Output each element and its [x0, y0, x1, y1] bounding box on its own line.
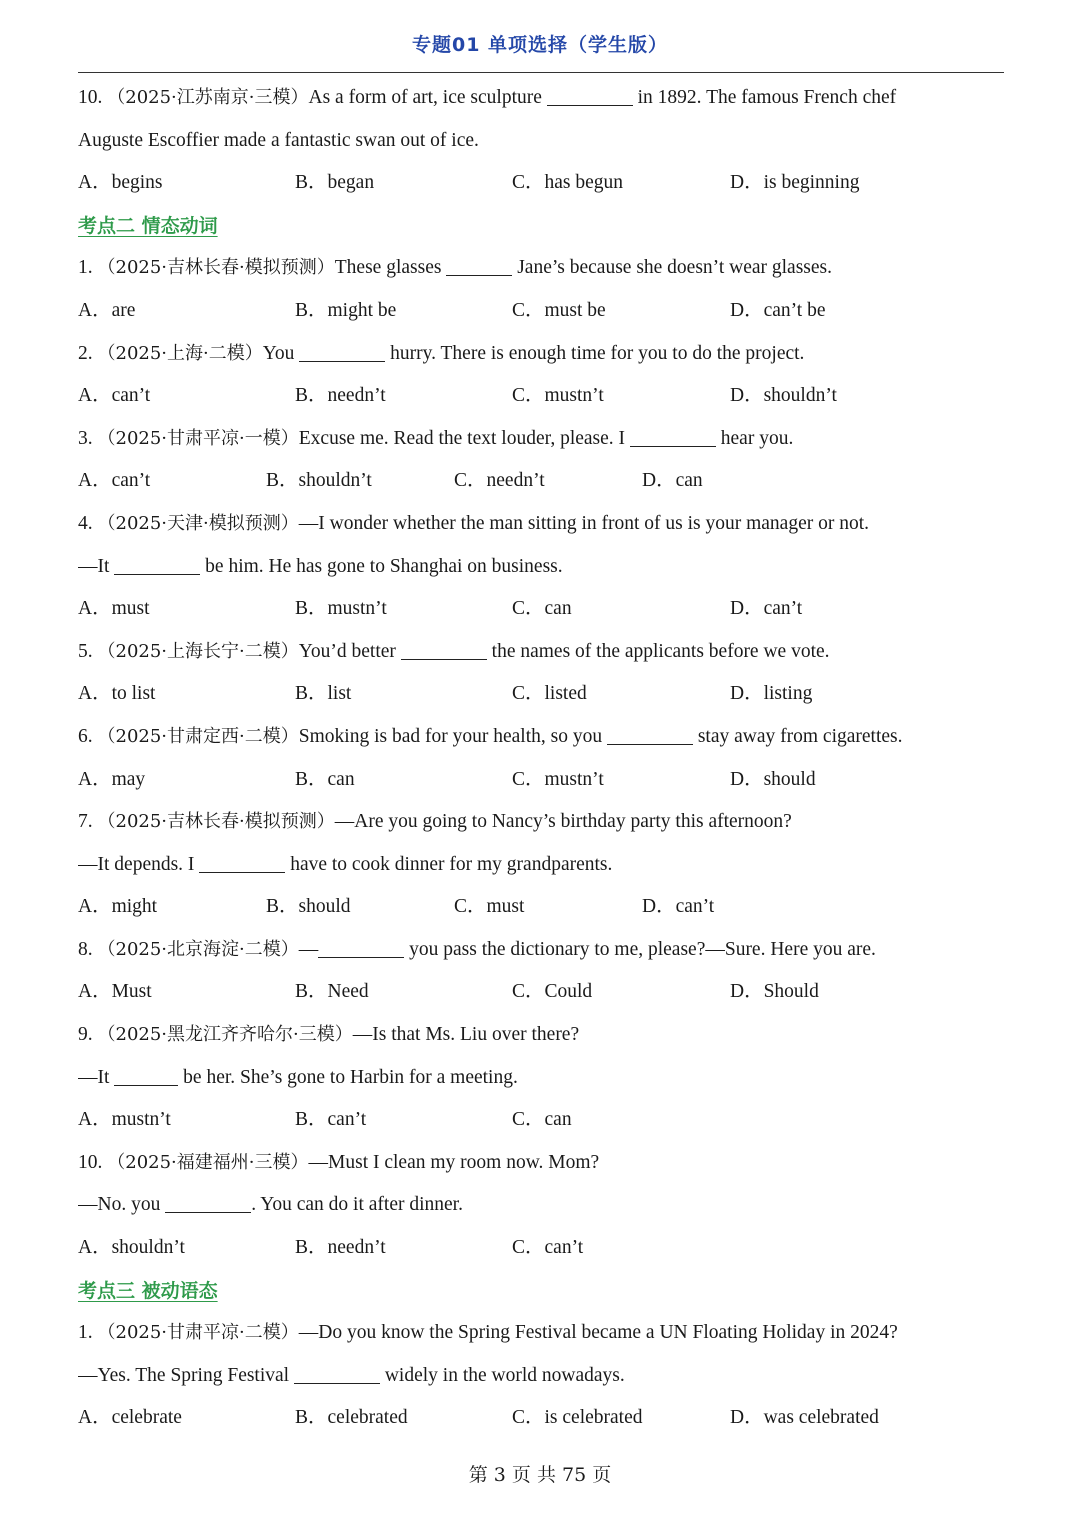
question-number: 3. — [78, 427, 93, 449]
answer-blank — [199, 850, 285, 873]
option-a[interactable]: A．can’t — [78, 385, 151, 407]
options-row — [78, 460, 1008, 503]
question-text: —Do you know the Spring Festival became a UN Floating Holiday in 2024? — [298, 1322, 898, 1344]
page-title: 专题01 单项选择（学生版） — [411, 34, 669, 56]
option-a[interactable]: A．mustn’t — [78, 1109, 171, 1131]
option-c[interactable]: C．must be — [512, 299, 606, 321]
question-7 — [78, 801, 1008, 844]
question-number: 9. — [78, 1024, 93, 1046]
option-c[interactable]: C．is celebrated — [512, 1407, 643, 1429]
options-row — [78, 971, 1008, 1014]
question-text: — — [298, 938, 319, 960]
question-text: You’d better — [298, 640, 401, 662]
option-b[interactable]: B．Need — [295, 981, 369, 1003]
options-row — [78, 1227, 1008, 1270]
question-list — [78, 77, 1008, 1440]
question-number: 5. — [78, 640, 93, 662]
question-6 — [78, 716, 1008, 759]
answer-blank — [294, 1361, 380, 1384]
question-text: —Is that Ms. Liu over there? — [352, 1024, 580, 1046]
question-2 — [78, 333, 1008, 376]
option-b[interactable]: B．celebrated — [295, 1407, 408, 1429]
question-9-line2 — [78, 1057, 1008, 1100]
options-row — [78, 588, 1008, 631]
question-number: 1. — [78, 257, 93, 279]
option-b[interactable]: B．list — [295, 683, 352, 705]
option-c[interactable]: C．must — [454, 896, 525, 918]
question-number: 6. — [78, 725, 93, 747]
question-number: 10. — [78, 87, 103, 108]
answer-blank — [547, 83, 633, 106]
question-4 — [78, 503, 1008, 546]
option-b[interactable]: B．began — [295, 172, 375, 194]
question-passive-1-line2 — [78, 1355, 1008, 1398]
question-text: —It — [78, 555, 115, 577]
question-text: —Yes. The Spring Festival — [78, 1364, 294, 1386]
option-d[interactable]: D．can’t — [642, 896, 715, 918]
answer-blank — [318, 935, 404, 958]
option-a[interactable]: A．begins — [78, 172, 163, 194]
option-a[interactable]: A．are — [78, 299, 136, 321]
question-source: （2025·甘肃平凉·一模） — [97, 427, 299, 449]
option-d[interactable]: D．listing — [730, 683, 813, 705]
option-a[interactable]: A．can’t — [78, 470, 151, 492]
option-d[interactable]: D．should — [730, 768, 816, 790]
page-number-footer: 第 3 页 共 75 页 — [468, 1464, 612, 1486]
question-text: . You can do it after dinner. — [251, 1194, 463, 1216]
question-text: you pass the dictionary to me, please?—Sure. Here you are. — [404, 938, 876, 960]
answer-blank — [401, 637, 487, 660]
option-b[interactable]: B．can’t — [295, 1109, 367, 1131]
question-text: stay away from cigarettes. — [692, 725, 903, 747]
option-d[interactable]: D．can’t be — [730, 299, 826, 321]
option-b[interactable]: B．should — [266, 896, 351, 918]
option-c[interactable]: C．can — [512, 598, 572, 620]
question-passive-1 — [78, 1312, 1008, 1355]
question-10-tense-line2: Auguste Escoffier made a fantastic swan out of ice. — [78, 129, 479, 151]
question-10-modal-line2 — [78, 1184, 1008, 1227]
question-source: （2025·江苏南京·三模） — [107, 87, 309, 108]
option-b[interactable]: B．shouldn’t — [266, 470, 372, 492]
option-d[interactable]: D．Should — [730, 981, 819, 1003]
options-row — [78, 759, 1008, 802]
option-a[interactable]: A．celebrate — [78, 1407, 182, 1429]
options-row — [78, 1099, 1008, 1142]
question-number: 4. — [78, 512, 93, 534]
option-c[interactable]: C．has begun — [512, 172, 624, 194]
option-a[interactable]: A．may — [78, 768, 146, 790]
question-text: You — [262, 342, 300, 364]
answer-blank — [114, 1063, 178, 1086]
options-row — [78, 375, 1008, 418]
question-source: （2025·上海长宁·二模） — [97, 640, 299, 662]
question-3 — [78, 418, 1008, 461]
option-a[interactable]: A．shouldn’t — [78, 1237, 185, 1259]
question-source: （2025·天津·模拟预测） — [97, 512, 299, 534]
option-b[interactable]: B．needn’t — [295, 1237, 386, 1259]
option-d[interactable]: D．can — [642, 470, 703, 492]
option-d[interactable]: D．is beginning — [730, 172, 860, 194]
option-c[interactable]: C．can’t — [512, 1237, 584, 1259]
question-10-modal — [78, 1142, 1008, 1185]
option-d[interactable]: D．can’t — [730, 598, 803, 620]
option-a[interactable]: A．must — [78, 598, 150, 620]
question-1 — [78, 247, 1008, 290]
question-number: 1. — [78, 1322, 93, 1344]
option-c[interactable]: C．mustn’t — [512, 768, 604, 790]
question-5 — [78, 631, 1008, 674]
question-text: Jane’s because she doesn’t wear glasses. — [512, 257, 832, 279]
question-source: （2025·上海·二模） — [97, 342, 263, 364]
options-row — [78, 1397, 1008, 1440]
option-c[interactable]: C．can — [512, 1109, 572, 1131]
option-c[interactable]: C．listed — [512, 683, 587, 705]
question-text: be him. He has gone to Shanghai on business. — [200, 555, 563, 577]
question-text: widely in the world nowadays. — [379, 1364, 625, 1386]
option-a[interactable]: A．to list — [78, 683, 156, 705]
question-number: 8. — [78, 938, 93, 960]
option-c[interactable]: C．needn’t — [454, 470, 545, 492]
answer-blank — [114, 552, 200, 575]
question-text: have to cook dinner for my grandparents. — [285, 853, 613, 875]
question-10-tense — [78, 77, 1008, 120]
option-b[interactable]: B．can — [295, 768, 355, 790]
question-text: —I wonder whether the man sitting in front of us is your manager or not. — [298, 512, 870, 534]
question-source: （2025·福建福州·三模） — [107, 1151, 309, 1173]
question-text: —It depends. I — [78, 853, 200, 875]
options-row — [78, 162, 1008, 205]
question-source: （2025·黑龙江齐齐哈尔·三模） — [97, 1024, 353, 1046]
question-source: （2025·甘肃定西·二模） — [97, 725, 299, 747]
answer-blank — [165, 1190, 251, 1213]
section-heading-modal-verbs: 考点二 情态动词 — [78, 214, 218, 237]
option-b[interactable]: B．might be — [295, 299, 397, 321]
question-text: hurry. There is enough time for you to do the project. — [385, 342, 805, 364]
question-9 — [78, 1014, 1008, 1057]
question-source: （2025·吉林长春·模拟预测） — [97, 811, 335, 833]
option-c[interactable]: C．mustn’t — [512, 385, 604, 407]
question-text: As a form of art, ice sculpture — [308, 87, 547, 108]
options-row — [78, 673, 1008, 716]
option-d[interactable]: D．shouldn’t — [730, 385, 837, 407]
question-text: —Must I clean my room now. Mom? — [308, 1151, 600, 1173]
question-number: 7. — [78, 811, 93, 833]
question-source: （2025·北京海淀·二模） — [97, 938, 299, 960]
question-source: （2025·甘肃平凉·二模） — [97, 1322, 299, 1344]
header-divider — [78, 72, 1004, 73]
question-4-line2 — [78, 546, 1008, 589]
question-text: These glasses — [334, 257, 447, 279]
answer-blank — [299, 339, 385, 362]
question-7-line2 — [78, 844, 1008, 887]
options-row — [78, 886, 1008, 929]
question-text: hear you. — [715, 427, 794, 449]
option-d[interactable]: D．was celebrated — [730, 1407, 879, 1429]
question-number: 2. — [78, 342, 93, 364]
answer-blank — [607, 722, 693, 745]
section-heading-passive-voice: 考点三 被动语态 — [78, 1279, 218, 1302]
question-text: be her. She’s gone to Harbin for a meeting. — [178, 1066, 518, 1088]
question-text: Excuse me. Read the text louder, please. I — [298, 427, 630, 449]
answer-blank — [446, 253, 512, 276]
options-row — [78, 290, 1008, 333]
question-number: 10. — [78, 1151, 103, 1173]
option-c[interactable]: C．Could — [512, 981, 593, 1003]
question-text: —It — [78, 1066, 115, 1088]
answer-blank — [630, 424, 716, 447]
question-text: —No. you — [78, 1194, 166, 1216]
question-text: the names of the applicants before we vote. — [486, 640, 830, 662]
option-b[interactable]: B．mustn’t — [295, 598, 387, 620]
question-8 — [78, 929, 1008, 972]
question-text: in 1892. The famous French chef — [632, 87, 897, 108]
option-a[interactable]: A．Must — [78, 981, 152, 1003]
question-source: （2025·吉林长春·模拟预测） — [97, 257, 335, 279]
option-a[interactable]: A．might — [78, 896, 158, 918]
option-b[interactable]: B．needn’t — [295, 385, 386, 407]
question-text: Smoking is bad for your health, so you — [298, 725, 607, 747]
question-text: —Are you going to Nancy’s birthday party this afternoon? — [334, 811, 792, 833]
